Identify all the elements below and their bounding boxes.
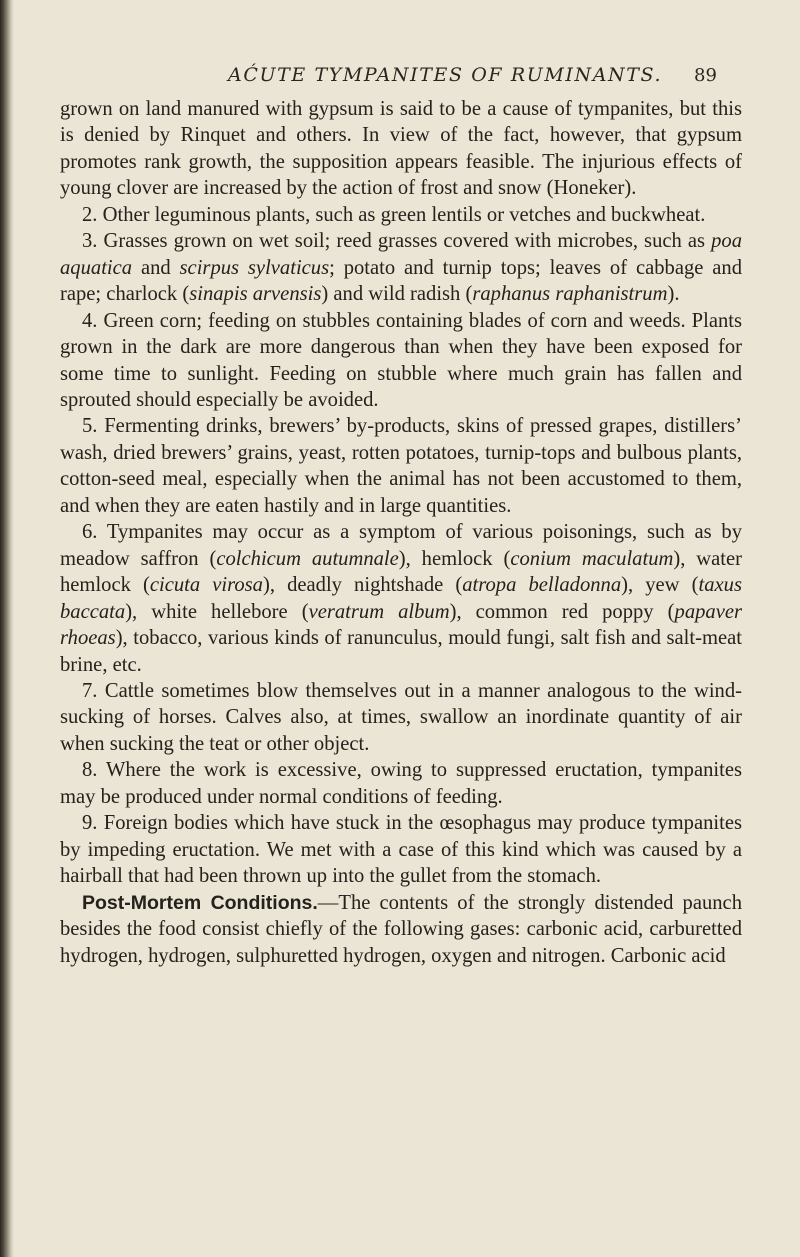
text-run: ), white hellebore ( (125, 600, 309, 623)
text-run: 8. Where the work is excessive, owing to suppressed eructation, tympanites may be produced under normal conditions of feeding. (60, 759, 742, 808)
text-run: 2. Other leguminous plants, such as green lentils or vetches and buckwheat. (82, 203, 706, 226)
italic-term: veratrum album (308, 600, 450, 623)
text-run: ), tobacco, various kinds of ranunculus, mould fungi, salt fish and salt-meat brine, etc. (60, 627, 742, 676)
text-run: grown on land manured with gypsum is said to be a cause of tympanites, but this is denied by Rinquet and others. In view of the fact, however, that gypsum promotes rank growth, the supposition appears feasible. The injurious effects of young clover are increased by the action of frost and snow (Honeker). (60, 98, 742, 200)
paragraph-p7 (60, 757, 742, 810)
italic-term: sinapis arvensis (189, 283, 322, 306)
text-run: ), yew ( (621, 574, 699, 597)
italic-term: poa aquatica (60, 230, 742, 279)
italic-term: atropa belladonna (462, 574, 622, 597)
paragraph-p0 (60, 96, 742, 202)
text-run: ), deadly nightshade ( (262, 574, 463, 597)
running-head: AĆUTE TYMPANITES OF RUMINANTS. (228, 64, 663, 86)
body-text (60, 96, 742, 969)
text-run: 4. Green corn; feeding on stubbles containing blades of corn and weeds. Plants grown in the dark are more dangerous than when they have been exposed for some time to sunlight. Feeding on stubble where much grain has fallen and sprouted should especially be avoided. (60, 309, 742, 411)
paragraph-p5 (60, 519, 742, 678)
text-run: ), common red poppy ( (449, 600, 675, 623)
text-run: —The contents of the strongly distended paunch besides the food consist chiefly of the following gases: carbonic acid, carburetted hydrogen, hydrogen, sulphuretted hydrogen, oxygen and nitrogen. Carbonic acid (60, 891, 742, 967)
text-run: ), water hemlock ( (60, 547, 742, 597)
paragraph-p8 (60, 810, 742, 889)
paragraph-p2 (60, 228, 742, 307)
italic-term: taxus baccata (60, 574, 742, 623)
text-run: 7. Cattle sometimes blow themselves out in a manner analogous to the wind-sucking of horses. Calves also, at times, swallow an inordinate quantity of air when sucking the teat or other object. (60, 679, 742, 755)
paragraph-p9 (60, 890, 742, 969)
text-run: 6. Tympanites may occur as a symptom of various poisonings, such as by meadow saffron ( (60, 521, 742, 570)
text-run: ; potato and turnip tops; leaves of cabbage and rape; charlock ( (60, 256, 742, 306)
text-run: and (132, 256, 180, 279)
text-run: 5. Fermenting drinks, brewers’ by-products, skins of pressed grapes, distillers’ wash, dried brewers’ grains, yeast, rotten potatoes, turnip-tops and bulbous plants, cotton-seed meal, especially when the animal has not been accustomed to them, and when they are eaten hastily and in large quantities. (60, 415, 742, 517)
page-number: 89 (694, 65, 717, 86)
section-heading: Post-Mortem Conditions. (82, 891, 318, 914)
italic-term: colchicum autumnale (216, 547, 399, 570)
text-run: ). (667, 283, 680, 306)
paragraph-p6 (60, 678, 742, 757)
paragraph-p1 (60, 202, 742, 228)
page-gutter-shadow (0, 0, 14, 1257)
italic-term: scirpus sylvaticus (179, 256, 330, 279)
italic-term: raphanus raphanistrum (472, 283, 668, 306)
paragraph-p3 (60, 308, 742, 414)
text-run: 3. Grasses grown on wet soil; reed grasses covered with microbes, such as (82, 230, 712, 253)
italic-term: papaver rhoeas (60, 600, 742, 650)
text-run: 9. Foreign bodies which have stuck in the œsophagus may produce tympanites by impeding eructation. We met with a case of this kind which was caused by a hairball that had been thrown up into the gullet from the stomach. (60, 812, 742, 888)
text-run: ) and wild radish ( (321, 283, 473, 306)
page-header (0, 64, 800, 88)
italic-term: conium maculatum (510, 547, 674, 570)
text-run: ), hemlock ( (398, 547, 511, 570)
italic-term: cicuta virosa (149, 574, 263, 597)
paragraph-p4 (60, 413, 742, 519)
